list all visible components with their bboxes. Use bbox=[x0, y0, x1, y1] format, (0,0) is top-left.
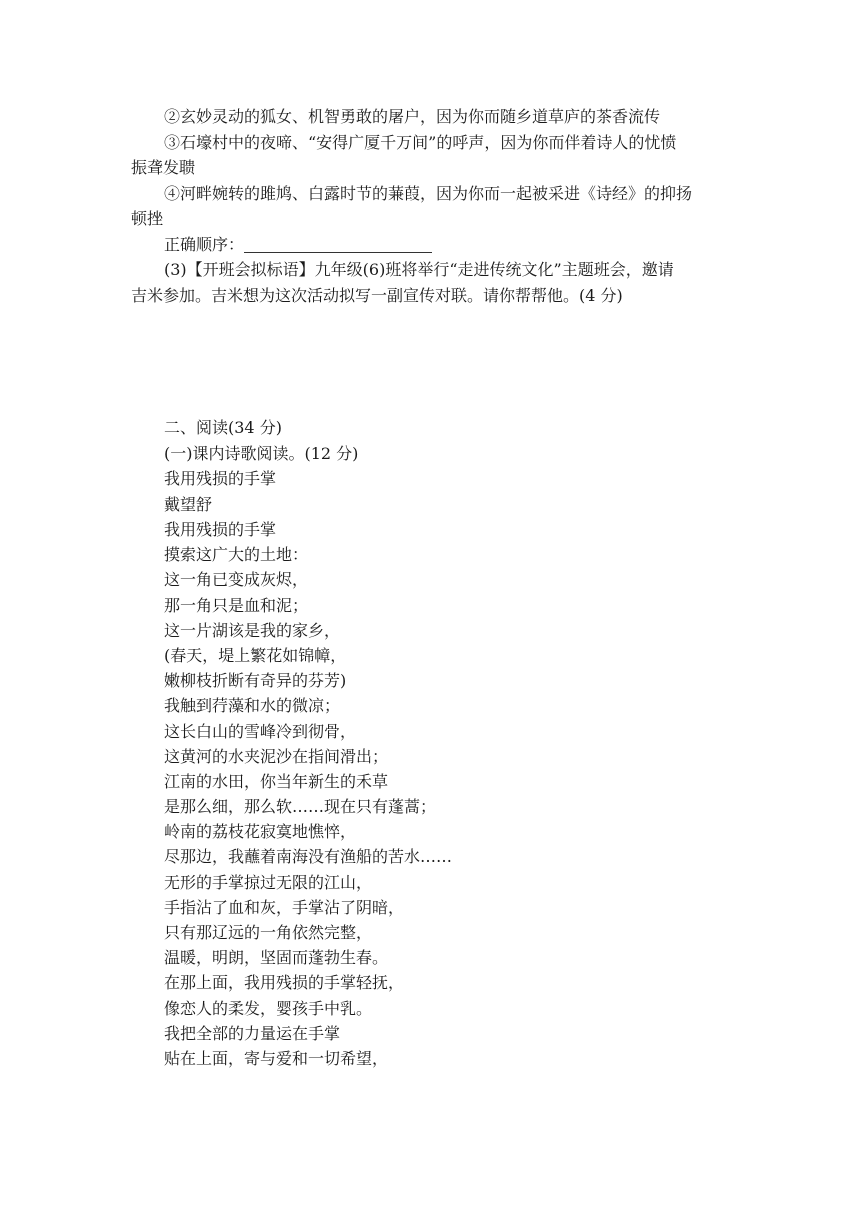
poem-line: 我把全部的力量运在手掌 bbox=[164, 1023, 341, 1043]
poem-line: 像恋人的柔发，婴孩手中乳。 bbox=[164, 998, 373, 1018]
poem-line: (春天，堤上繁花如锦幛， bbox=[164, 645, 347, 665]
poem-author: 戴望舒 bbox=[164, 494, 213, 514]
option-3-line-1: ③石壕村中的夜啼、“安得广厦千万间”的呼声，因为你而伴着诗人的忧愤 bbox=[164, 132, 677, 152]
poem-line: 摸索这广大的土地： bbox=[164, 545, 309, 565]
poem-line: 这一角已变成灰烬， bbox=[164, 570, 309, 590]
poem-line: 江南的水田，你当年新生的禾草 bbox=[164, 771, 389, 791]
poem-line: 这长白山的雪峰冷到彻骨， bbox=[164, 721, 357, 741]
question-3-line-2: 吉米参加。吉米想为这次活动拟写一副宣传对联。请你帮帮他。(4 分) bbox=[131, 285, 623, 305]
poem-line: 手指沾了血和灰，手掌沾了阴暗， bbox=[164, 897, 405, 917]
poem-line: 温暖，明朗，坚固而蓬勃生春。 bbox=[164, 948, 389, 968]
poem-line: 那一角只是血和泥； bbox=[164, 595, 309, 615]
poem-title: 我用残损的手掌 bbox=[164, 469, 277, 488]
section-heading: 二、阅读(34 分) bbox=[164, 418, 282, 437]
poem-line: 岭南的荔枝花寂寞地憔悴， bbox=[164, 822, 357, 842]
subsection-heading: (一)课内诗歌阅读。(12 分) bbox=[164, 443, 359, 463]
poem-line: 无形的手掌掠过无限的江山， bbox=[164, 872, 373, 892]
poem-line: 这一片湖该是我的家乡， bbox=[164, 620, 341, 640]
poem-line: 只有那辽远的一角依然完整， bbox=[164, 923, 373, 942]
poem-line: 我用残损的手掌 bbox=[164, 520, 277, 539]
order-label: 正确顺序： bbox=[164, 234, 245, 254]
poem-body bbox=[131, 517, 731, 1071]
poem-line: 是那么细，那么软……现在只有蓬蒿； bbox=[164, 797, 437, 817]
poem-line: 贴在上面，寄与爱和一切希望， bbox=[164, 1048, 389, 1068]
order-answer-line bbox=[131, 232, 731, 258]
poem-line: 尽那边，我蘸着南海没有渔船的苦水…… bbox=[164, 847, 453, 867]
option-4-line-2: 顿挫 bbox=[131, 209, 164, 228]
poem-line: 我触到荇藻和水的微凉； bbox=[164, 696, 341, 716]
order-answer-blank[interactable] bbox=[244, 234, 432, 253]
poem-line: 在那上面，我用残损的手掌轻抚， bbox=[164, 973, 405, 993]
question-3-line-1: (3)【开班会拟标语】九年级(6)班将举行“走进传统文化”主题班会，邀请 bbox=[164, 260, 674, 279]
option-4-line-1: ④河畔婉转的雎鸠、白露时节的蒹葭，因为你而一起被采进《诗经》的抑扬 bbox=[164, 183, 693, 203]
poem-line: 这黄河的水夹泥沙在指间滑出； bbox=[164, 746, 389, 766]
option-2: ②玄妙灵动的狐女、机智勇敢的屠户，因为你而随乡道草庐的茶香流传 bbox=[164, 107, 661, 126]
option-3-line-2: 振聋发聩 bbox=[131, 158, 196, 177]
question-options-block bbox=[131, 104, 731, 308]
poem-line: 嫩柳枝折断有奇异的芬芳) bbox=[164, 671, 347, 691]
reading-section bbox=[131, 415, 731, 1071]
